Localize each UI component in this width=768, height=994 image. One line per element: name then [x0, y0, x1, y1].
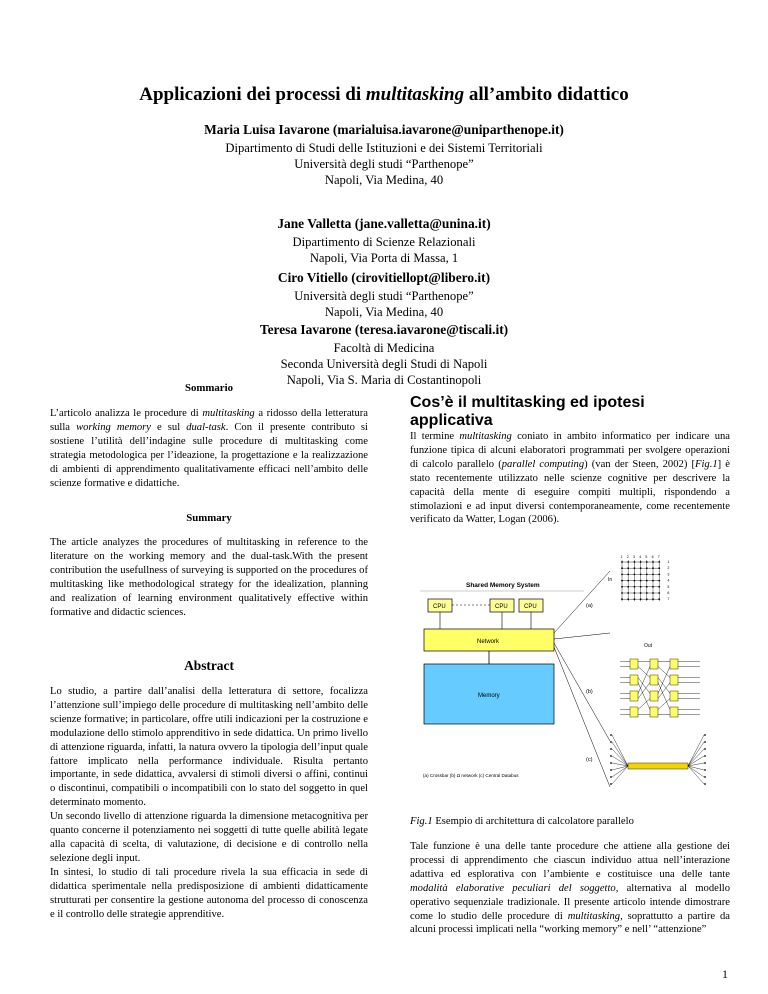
crossbar-switch-point	[634, 567, 636, 569]
crossbar-out-label: Out	[644, 643, 653, 649]
crossbar-switch-point	[652, 580, 654, 582]
crossbar-switch-point	[658, 574, 660, 576]
section-paragraph-1: Il termine multitasking coniato in ambito informatico per indicare una funzione tipica di alcuni elaboratori programmati per svolgere operazioni di calcolo parallelo (parallel computing) (van der Steen, 2002) [Fig.1] è stato recentemente utilizzato nelle scienze cognitive per descrivere la capacità della mente di eseguire compiti multipli, rispondendo a stimolazioni e ad input diversi contemporaneamente, come recentemente verificato da Watter, Logan (2006).	[410, 431, 731, 526]
omega-switch	[650, 707, 658, 717]
cpu-label: CPU	[524, 604, 537, 610]
author-affiliation: Dipartimento di Scienze Relazionali	[292, 235, 476, 249]
databus-node	[610, 748, 612, 750]
shared-memory-label: Shared Memory System	[466, 582, 540, 589]
databus-link	[688, 766, 704, 784]
abstract-paragraph: In sintesi, lo studio di tali procedure rivela la sua efficacia in sede di didattica sperimentale nella predisposizione di ambienti didatticamente strutturati per consentire la gestione autonoma del processo di conoscenza e il controllo delle strategie apprenditive.	[50, 866, 368, 920]
crossbar-switch-point	[621, 561, 623, 563]
crossbar-switch-point	[646, 586, 648, 588]
figure-legend: (a) Crossbar (b) Ω network (c) Central Databus	[423, 773, 519, 778]
sommario-text: L’articolo analizza le procedure di multitasking a ridosso della letteratura sulla working memory e sul dual-task. Con il presente contributo si sostiene l’utilità dell’indagine sulle procedure di multitasking come strategia metodologica per l’ideazione, la progettazione e la realizzazione di ambienti di apprendimento qualitativamente efficaci nell’ambito delle scienze formative e didattiche.	[50, 408, 368, 489]
author-affiliation: Facoltà di Medicina	[333, 341, 435, 355]
crossbar-column-number: 1	[620, 555, 623, 559]
network-label: Network	[477, 639, 500, 645]
author-affiliation: Napoli, Via S. Maria di Costantinopoli	[286, 373, 482, 387]
crossbar-switch-point	[646, 580, 648, 582]
author-affiliation: Università degli studi “Parthenope”	[294, 157, 474, 171]
crossbar-switch-point	[640, 567, 642, 569]
databus-link	[688, 735, 704, 766]
databus-node	[610, 769, 612, 771]
crossbar-switch-point	[640, 580, 642, 582]
databus-node	[704, 734, 706, 736]
crossbar-switch-point	[634, 561, 636, 563]
crossbar-column-number: 6	[651, 555, 654, 559]
author-name: Teresa Iavarone (teresa.iavarone@tiscali.it)	[259, 322, 509, 337]
marker-a: (a)	[586, 603, 593, 609]
author-affiliation: Seconda Università degli Studi di Napoli	[280, 357, 488, 371]
crossbar-switch-point	[652, 586, 654, 588]
databus-node	[704, 783, 706, 785]
omega-switch	[630, 691, 638, 701]
databus-node	[704, 748, 706, 750]
omega-switch	[670, 707, 678, 717]
crossbar-switch-point	[658, 598, 660, 600]
crossbar-switch-point	[652, 592, 654, 594]
crossbar-switch-point	[652, 574, 654, 576]
figure-caption: Fig.1 Esempio di architettura di calcolatore parallelo	[410, 816, 634, 827]
abstract-text	[50, 685, 368, 921]
abstract-paragraph: Lo studio, a partire dall’analisi della letteratura di settore, focalizza l’attenzione sull’impiego delle procedure di multitasking nell’ambito delle scienze formative; in particolare, offre utili indicazioni per la costruzione e modulazione dello stimolo apprenditivo in sede didattica. Un primo livello di attenzione riguarda, infatti, la natura ovvero la tipologia dell’input quale fattore implicato nella performance individuale. Risulta pertanto importante, in sede didattica, avvalersi di stimoli diversi o affini, continui o discontinui, compatibili o incompatibili con lo stato del soggetto in quel determinato momento.	[50, 686, 368, 809]
omega-switch	[650, 659, 658, 669]
databus-link	[612, 735, 628, 766]
databus-node	[704, 769, 706, 771]
crossbar-switch-point	[652, 561, 654, 563]
crossbar-switch-point	[634, 574, 636, 576]
omega-switch	[670, 675, 678, 685]
crossbar-row-number: 1	[667, 560, 670, 564]
crossbar-switch-point	[658, 592, 660, 594]
crossbar-switch-point	[627, 567, 629, 569]
section-paragraph-2: Tale funzione è una delle tante procedure che attiene alla gestione dei processi di apprendimento che ciascun individuo attua nell’interazione adattiva ed esplorativa con l’ambiente e costituisce una delle tante modalità elaborative peculiari del soggetto, alternativa al modello operativo sequenziale tradizionale. Il presente articolo intende dimostrare come lo studio delle procedure di multitasking, soprattutto a partire da alcuni processi implicati nella “working memory” e nell’ “attenzione”	[410, 841, 731, 936]
crossbar-in-label: In	[608, 577, 613, 583]
databus-link	[688, 766, 704, 777]
databus-node	[610, 734, 612, 736]
summary-heading: Summary	[186, 512, 232, 524]
crossbar-switch-point	[646, 567, 648, 569]
crossbar-switch-point	[640, 561, 642, 563]
omega-shuffle-link	[638, 667, 650, 678]
crossbar-column-number: 5	[645, 555, 648, 559]
page-number: 1	[722, 967, 728, 981]
databus-bar	[628, 763, 688, 769]
omega-switch	[650, 691, 658, 701]
databus-link	[612, 766, 628, 770]
databus-link	[688, 742, 704, 766]
crossbar-switch-point	[646, 574, 648, 576]
crossbar-row-number: 3	[667, 572, 670, 577]
author-name: Jane Valletta (jane.valletta@unina.it)	[277, 216, 491, 231]
databus-node	[704, 776, 706, 778]
cpu-label: CPU	[433, 604, 446, 610]
databus-link	[688, 766, 704, 770]
databus-node	[610, 741, 612, 743]
author-block-1	[0, 120, 768, 188]
databus-diagram	[610, 734, 706, 785]
author-affiliation: Dipartimento di Studi delle Istituzioni e dei Sistemi Territoriali	[225, 141, 543, 155]
author-affiliation: Napoli, Via Porta di Massa, 1	[309, 251, 459, 265]
omega-switch	[670, 659, 678, 669]
author-name: Maria Luisa Iavarone (marialuisa.iavarone@uniparthenope.it)	[204, 122, 564, 137]
omega-switch	[630, 707, 638, 717]
section-heading: Cos’è il multitasking ed ipotesi applicativa	[410, 394, 645, 429]
databus-node	[610, 783, 612, 785]
crossbar-column-number: 3	[633, 555, 635, 559]
cpu-label: CPU	[495, 604, 508, 610]
crossbar-switch-point	[627, 561, 629, 563]
omega-switch	[650, 675, 658, 685]
crossbar-switch-point	[658, 567, 660, 569]
crossbar-row-number: 6	[667, 591, 670, 595]
abstract-heading: Abstract	[184, 658, 234, 673]
omega-switch	[670, 691, 678, 701]
databus-node	[610, 762, 612, 764]
omega-switch	[630, 675, 638, 685]
databus-node	[704, 741, 706, 743]
crossbar-row-number: 5	[667, 584, 670, 589]
omega-switch	[630, 659, 638, 669]
crossbar-column-number: 4	[639, 555, 642, 559]
crossbar-switch-point	[658, 580, 660, 582]
crossbar-diagram	[621, 555, 670, 601]
sommario-heading: Sommario	[185, 382, 233, 394]
memory-label: Memory	[478, 693, 500, 699]
databus-node	[704, 755, 706, 757]
databus-node	[610, 755, 612, 757]
omega-shuffle-link	[638, 699, 650, 710]
marker-c: (c)	[586, 757, 593, 763]
abstract-paragraph: Un secondo livello di attenzione riguarda la dimensione metacognitiva per quanto concerne il potenziamento nei soggetti di tutte quelle abilità legate alla capacità di scelta, di valutazione, di decisione e di controllo nella selezione degli input.	[50, 811, 368, 864]
crossbar-switch-point	[652, 567, 654, 569]
parallel-architecture-figure	[414, 551, 718, 801]
author-affiliation: Napoli, Via Medina, 40	[324, 305, 444, 319]
crossbar-column-number: 2	[626, 555, 629, 559]
author-affiliation: Università degli studi “Parthenope”	[294, 289, 474, 303]
crossbar-switch-point	[658, 561, 660, 563]
databus-node	[704, 762, 706, 764]
author-block-4	[0, 320, 768, 388]
summary-text: The article analyzes the procedures of multitasking in reference to the literature on the working memory and the dual-task.With the present contribution the usefullness of surveying is supported on the procedures of multitasking like methodological strategy for the idealization, planning and realization of learning environment qualitatively effective within formative and didactic sciences.	[50, 537, 368, 618]
omega-shuffle-link	[658, 667, 670, 678]
author-block-2	[0, 214, 768, 266]
databus-node	[610, 776, 612, 778]
author-affiliation: Napoli, Via Medina, 40	[324, 173, 444, 187]
paper-title: Applicazioni dei processi di multitasking all’ambito didattico	[139, 84, 629, 105]
crossbar-row-number: 2	[667, 566, 670, 571]
author-block-3	[0, 268, 768, 320]
databus-link	[612, 766, 628, 777]
databus-link	[612, 766, 628, 784]
omega-shuffle-link	[658, 699, 670, 710]
author-name: Ciro Vitiello (cirovitiellopt@libero.it)	[277, 270, 491, 285]
crossbar-switch-point	[658, 586, 660, 588]
databus-link	[612, 742, 628, 766]
crossbar-switch-point	[640, 574, 642, 576]
crossbar-column-number: 7	[657, 555, 660, 559]
crossbar-switch-point	[646, 561, 648, 563]
crossbar-row-number: 4	[667, 578, 670, 583]
crossbar-row-number: 7	[667, 597, 670, 602]
omega-network-diagram	[620, 659, 700, 717]
marker-b: (b)	[586, 689, 593, 695]
